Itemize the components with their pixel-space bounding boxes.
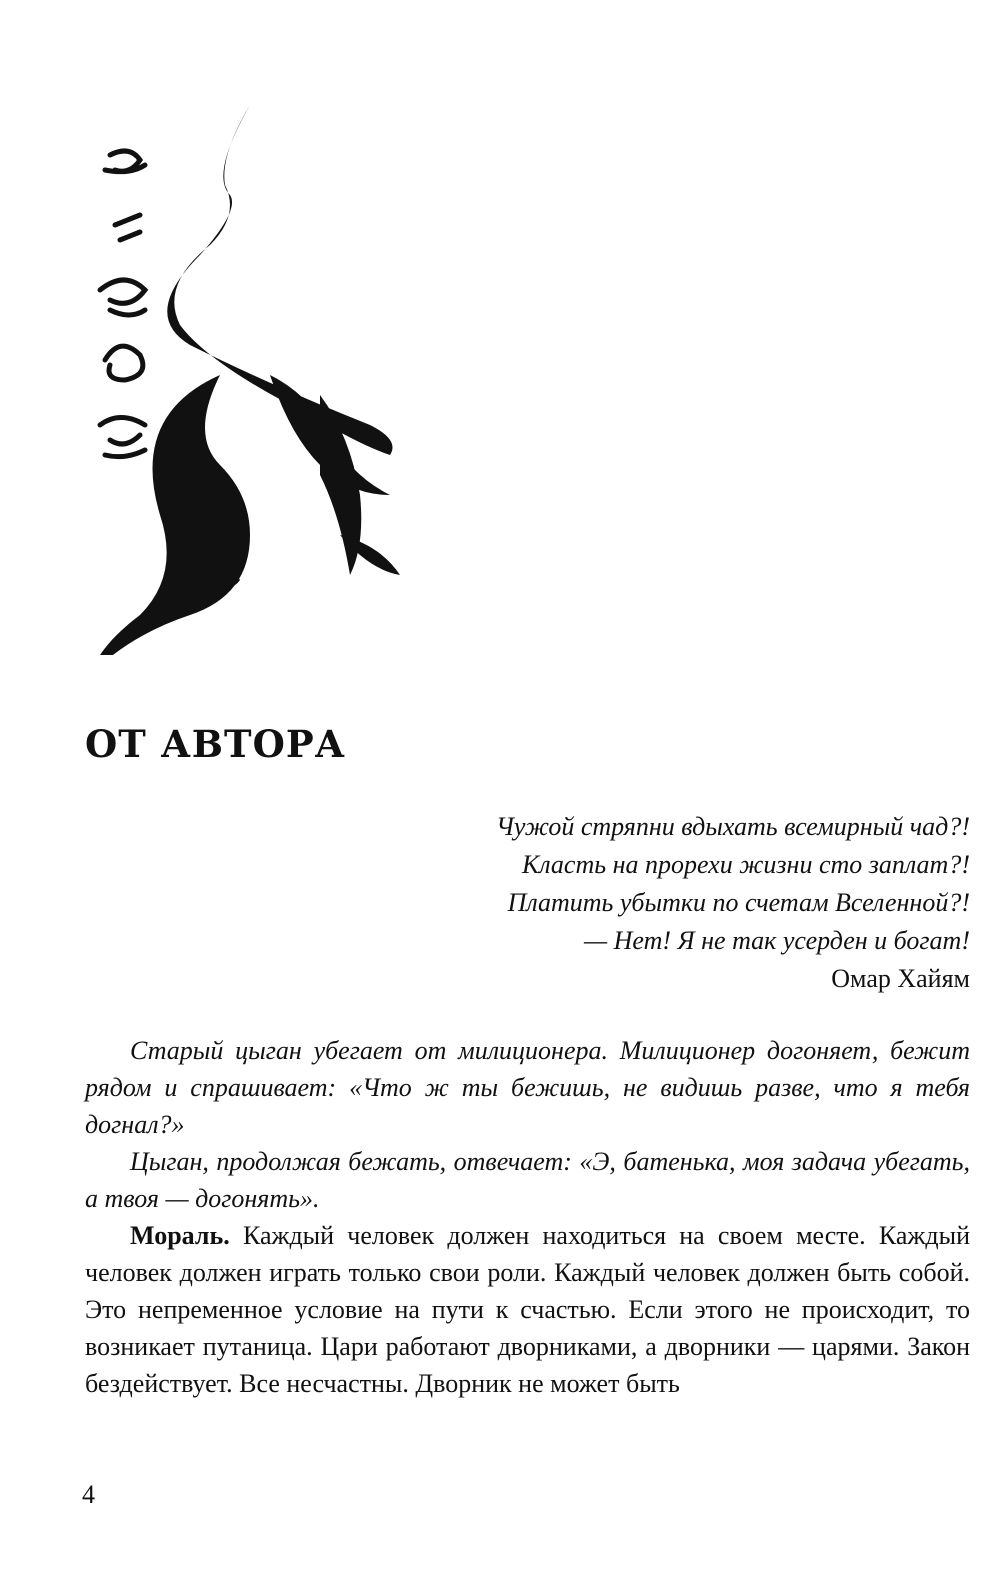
- epigraph-line: Чужой стряпни вдыхать всемирный чад?!: [495, 812, 970, 841]
- calligraphy-ornament-icon: [70, 95, 470, 655]
- paragraph: Цыган, продолжая бежать, отвечает: «Э, батенька, моя задача убегать, а твоя — догонять».: [85, 1147, 970, 1213]
- body-text: [85, 1032, 970, 1402]
- epigraph-line: Класть на прорехи жизни сто заплат?!: [522, 850, 970, 879]
- moral-label: Мораль.: [130, 1221, 230, 1250]
- epigraph: [496, 808, 970, 998]
- paragraph: Старый цыган убегает от милиционера. Милиционер догоняет, бежит рядом и спрашивает: «Что ж ты бежишь, не видишь разве, что я тебя догнал?»: [85, 1036, 970, 1139]
- glyph-column: [100, 151, 145, 457]
- paragraph: [85, 1217, 970, 1402]
- moral-text: Каждый человек должен находиться на своем месте. Каждый человек должен играть только свои роли. Каждый человек должен быть собой. Это непременное условие на пути к счастью. Если этого не происходит, то возникает путаница. Цари работают дворниками, а дворники — царями. Закон бездействует. Все несчастны. Дворник не может быть: [85, 1221, 970, 1398]
- chapter-title: ОТ АВТОРА: [85, 722, 346, 766]
- epigraph-line: — Нет! Я не так усерден и богат!: [584, 926, 970, 955]
- epigraph-author: Омар Хайям: [831, 964, 970, 993]
- page-number: 4: [82, 1480, 95, 1509]
- epigraph-line: Платить убытки по счетам Вселенной?!: [507, 888, 970, 917]
- brush-stroke: [90, 105, 400, 655]
